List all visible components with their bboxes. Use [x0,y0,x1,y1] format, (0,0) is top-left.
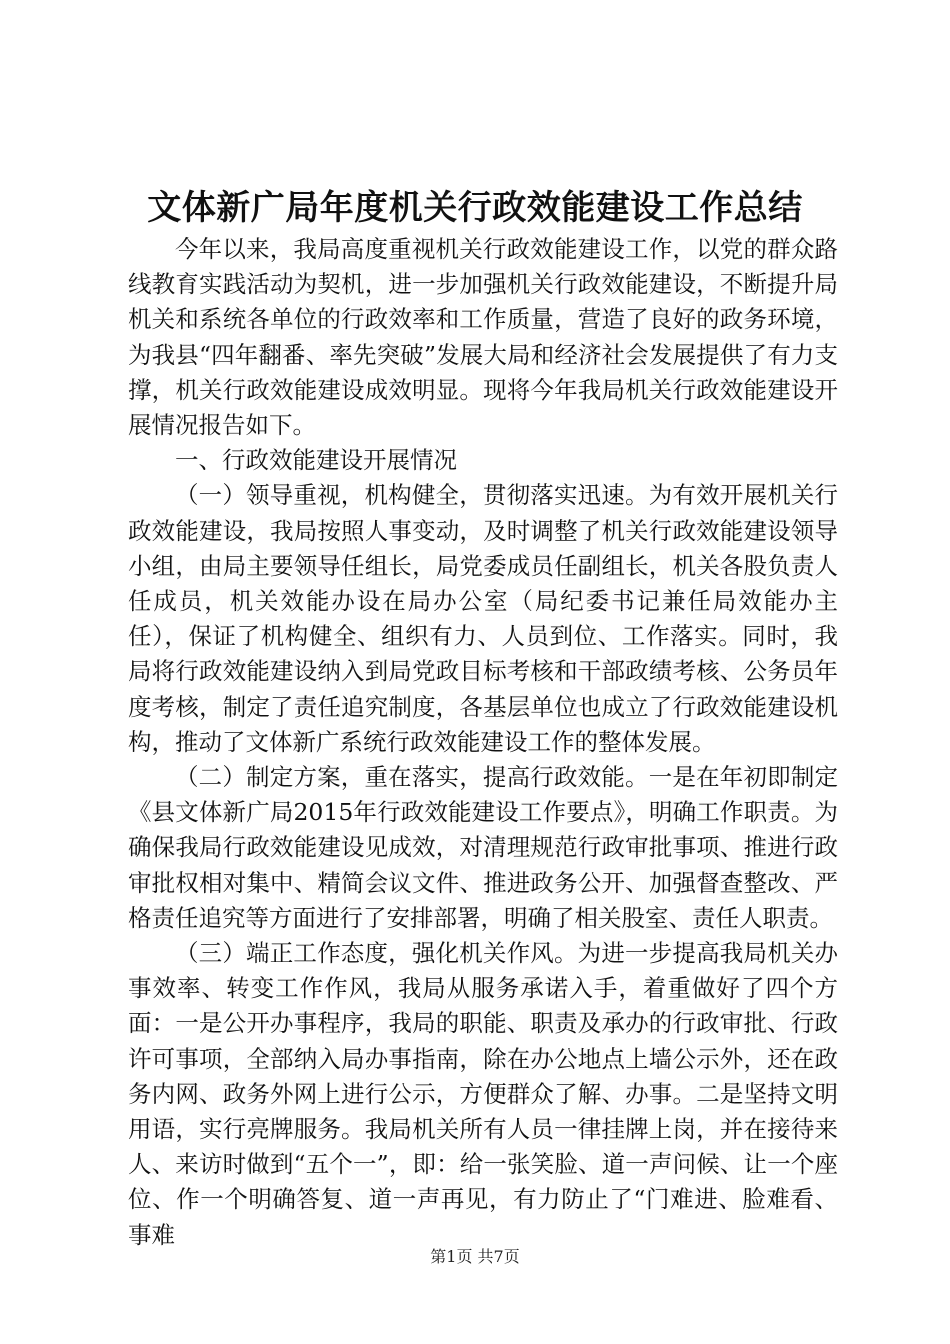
section-paragraph-2: （二）制定方案，重在落实，提高行政效能。一是在年初即制定《县文体新广局2015年行政效能建设工作要点》，明确工作职责。为确保我局行政效能建设见成效，对清理规范行政审批事项、推进行政审批权相对集中、精简会议文件、推进政务公开、加强督查整改、严格责任追究等方面进行了安排部署，明确了相关股室、责任人职责。 [128,763,838,932]
document-body [128,232,838,1253]
section-paragraph-1: （一）领导重视，机构健全，贯彻落实迅速。为有效开展机关行政效能建设，我局按照人事变动，及时调整了机关行政效能建设领导小组，由局主要领导任组长，局党委成员任副组长，机关各股负责人任成员，机关效能办设在局办公室（局纪委书记兼任局效能办主任），保证了机构健全、组织有力、人员到位、工作落实。同时，我局将行政效能建设纳入到局党政目标考核和干部政绩考核、公务员年度考核，制定了责任追究制度，各基层单位也成立了行政效能建设机构，推动了文体新广系统行政效能建设工作的整体发展。 [128,481,838,756]
intro-paragraph: 今年以来，我局高度重视机关行政效能建设工作，以党的群众路线教育实践活动为契机，进一步加强机关行政效能建设，不断提升局机关和系统各单位的行政效率和工作质量，营造了良好的政务环境，为我县“四年翻番、率先突破”发展大局和经济社会发展提供了有力支撑，机关行政效能建设成效明显。现将今年我局机关行政效能建设开展情况报告如下。 [128,235,838,440]
page-footer: 第1页 共7页 [430,1247,520,1266]
section-heading: 一、行政效能建设开展情况 [175,446,457,475]
document-title: 文体新广局年度机关行政效能建设工作总结 [147,188,803,228]
section-paragraph-3: （三）端正工作态度，强化机关作风。为进一步提高我局机关办事效率、转变工作作风，我局从服务承诺入手，着重做好了四个方面：一是公开办事程序，我局的职能、职责及承办的行政审批、行政许可事项，全部纳入局办事指南，除在办公地点上墙公示外，还在政务内网、政务外网上进行公示，方便群众了解、办事。二是坚持文明用语，实行亮牌服务。我局机关所有人员一律挂牌上岗，并在接待来人、来访时做到“五个一”，即：给一张笑脸、道一声问候、让一个座位、作一个明确答复、道一声再见，有力防止了“门难进、脸难看、事难 [128,939,838,1249]
